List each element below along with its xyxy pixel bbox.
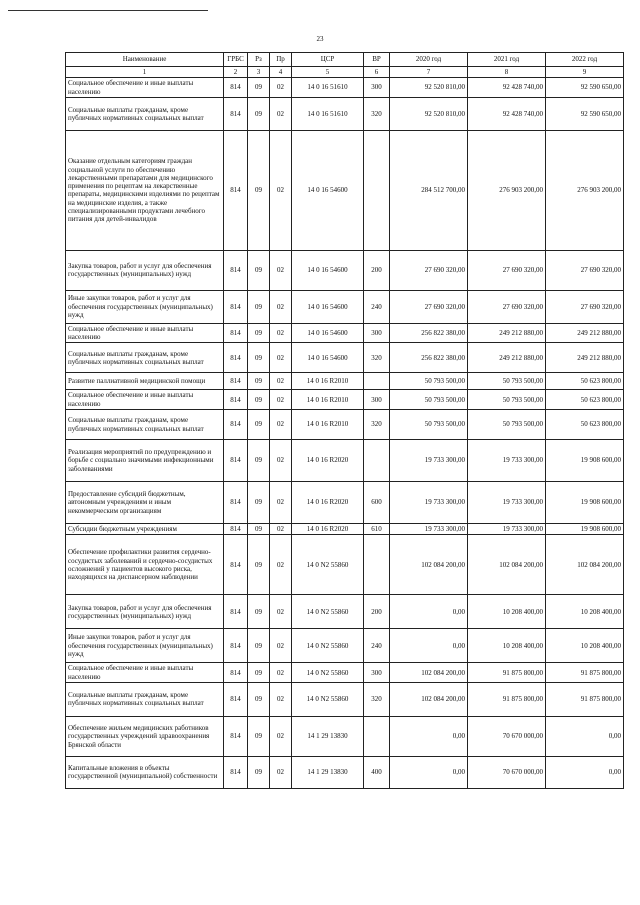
cell-name: Социальные выплаты гражданам, кроме публичных нормативных социальных выплат [66,410,224,440]
cell-vr [364,535,390,595]
cell-y2020: 50 793 500,00 [390,410,468,440]
cell-grbs: 814 [224,716,248,756]
col-header-vr: ВР [364,53,390,67]
cell-y2022: 10 208 400,00 [546,629,624,663]
cell-grbs: 814 [224,130,248,250]
cell-y2022: 19 908 600,00 [546,524,624,535]
cell-y2021: 19 733 300,00 [468,440,546,482]
cell-csr: 14 0 16 R2020 [292,524,364,535]
index-cell: 9 [546,67,624,78]
cell-rz: 09 [248,290,270,323]
cell-y2021: 249 212 880,00 [468,343,546,373]
cell-csr: 14 0 16 54600 [292,290,364,323]
cell-csr: 14 0 N2 55860 [292,595,364,629]
cell-y2022: 276 903 200,00 [546,130,624,250]
table-row [66,440,624,482]
cell-y2022: 91 875 800,00 [546,682,624,716]
cell-name: Социальное обеспечение и иные выплаты населению [66,78,224,98]
table-row [66,343,624,373]
cell-grbs: 814 [224,78,248,98]
cell-vr: 320 [364,682,390,716]
cell-y2021: 27 690 320,00 [468,290,546,323]
cell-y2022: 0,00 [546,716,624,756]
col-header-2020: 2020 год [390,53,468,67]
cell-name: Обеспечение профилактики развития сердечно-сосудистых заболеваний и сердечно-сосудистых осложнений у пациентов высокого риска, находящихся на диспансерном наблюдении [66,535,224,595]
cell-y2020: 102 084 200,00 [390,535,468,595]
table-row [66,410,624,440]
col-header-name: Наименование [66,53,224,67]
cell-y2020: 19 733 300,00 [390,524,468,535]
table-row [66,373,624,390]
table-row [66,535,624,595]
cell-y2020: 0,00 [390,629,468,663]
cell-vr: 300 [364,78,390,98]
table-body [66,78,624,789]
col-header-grbs: ГРБС [224,53,248,67]
cell-y2020: 50 793 500,00 [390,373,468,390]
cell-y2020: 102 084 200,00 [390,663,468,683]
cell-y2022: 19 908 600,00 [546,482,624,524]
col-header-rz: Рз [248,53,270,67]
cell-pr: 02 [270,682,292,716]
cell-y2021: 249 212 880,00 [468,323,546,343]
cell-rz: 09 [248,682,270,716]
cell-pr: 02 [270,756,292,788]
cell-y2022: 10 208 400,00 [546,595,624,629]
cell-name: Социальные выплаты гражданам, кроме публичных нормативных социальных выплат [66,343,224,373]
cell-y2022: 0,00 [546,756,624,788]
cell-y2022: 50 623 800,00 [546,410,624,440]
cell-csr: 14 0 16 54600 [292,323,364,343]
cell-y2020: 0,00 [390,756,468,788]
cell-rz: 09 [248,410,270,440]
cell-y2020: 19 733 300,00 [390,440,468,482]
cell-pr: 02 [270,663,292,683]
col-header-csr: ЦСР [292,53,364,67]
cell-y2020: 256 822 380,00 [390,343,468,373]
cell-csr: 14 1 29 13830 [292,756,364,788]
table-row [66,595,624,629]
cell-rz: 09 [248,482,270,524]
table-row [66,682,624,716]
cell-rz: 09 [248,524,270,535]
cell-pr: 02 [270,250,292,290]
cell-y2020: 92 520 810,00 [390,97,468,130]
cell-grbs: 814 [224,373,248,390]
cell-y2021: 70 670 000,00 [468,756,546,788]
cell-y2021: 70 670 000,00 [468,716,546,756]
cell-vr [364,440,390,482]
table-row [66,250,624,290]
cell-y2021: 19 733 300,00 [468,482,546,524]
page-number: 23 [316,35,324,43]
header-rule [8,10,208,11]
index-cell: 3 [248,67,270,78]
table-row [66,290,624,323]
cell-rz: 09 [248,629,270,663]
cell-csr: 14 0 16 R2010 [292,373,364,390]
cell-rz: 09 [248,343,270,373]
cell-y2020: 50 793 500,00 [390,390,468,410]
cell-name: Капитальные вложения в объекты государственной (муниципальной) собственности [66,756,224,788]
cell-name: Закупка товаров, работ и услуг для обеспечения государственных (муниципальных) нужд [66,595,224,629]
cell-y2021: 102 084 200,00 [468,535,546,595]
cell-csr: 14 0 16 51610 [292,97,364,130]
cell-y2022: 249 212 880,00 [546,323,624,343]
cell-csr: 14 0 16 R2010 [292,390,364,410]
cell-rz: 09 [248,97,270,130]
cell-pr: 02 [270,130,292,250]
cell-vr: 300 [364,663,390,683]
cell-y2021: 91 875 800,00 [468,663,546,683]
table-row [66,756,624,788]
index-cell: 7 [390,67,468,78]
cell-grbs: 814 [224,756,248,788]
cell-y2022: 50 623 800,00 [546,373,624,390]
cell-y2022: 27 690 320,00 [546,290,624,323]
cell-grbs: 814 [224,440,248,482]
cell-pr: 02 [270,97,292,130]
cell-vr: 240 [364,629,390,663]
cell-y2021: 19 733 300,00 [468,524,546,535]
cell-y2020: 27 690 320,00 [390,290,468,323]
index-cell: 2 [224,67,248,78]
cell-name: Обеспечение жильем медицинских работников государственных учреждений здравоохранения Брянской области [66,716,224,756]
cell-pr: 02 [270,323,292,343]
cell-rz: 09 [248,756,270,788]
cell-y2020: 0,00 [390,595,468,629]
table-row [66,629,624,663]
cell-pr: 02 [270,440,292,482]
cell-y2020: 284 512 700,00 [390,130,468,250]
table-row [66,78,624,98]
index-cell: 5 [292,67,364,78]
cell-y2021: 276 903 200,00 [468,130,546,250]
cell-csr: 14 1 29 13830 [292,716,364,756]
cell-rz: 09 [248,716,270,756]
cell-grbs: 814 [224,343,248,373]
table-row [66,323,624,343]
cell-y2020: 256 822 380,00 [390,323,468,343]
cell-pr: 02 [270,535,292,595]
cell-csr: 14 0 N2 55860 [292,682,364,716]
cell-grbs: 814 [224,682,248,716]
cell-name: Социальное обеспечение и иные выплаты населению [66,323,224,343]
cell-y2020: 19 733 300,00 [390,482,468,524]
index-cell: 1 [66,67,224,78]
cell-pr: 02 [270,595,292,629]
cell-y2022: 102 084 200,00 [546,535,624,595]
cell-pr: 02 [270,629,292,663]
cell-csr: 14 0 N2 55860 [292,629,364,663]
cell-y2022: 91 875 800,00 [546,663,624,683]
cell-pr: 02 [270,524,292,535]
cell-grbs: 814 [224,595,248,629]
cell-y2021: 50 793 500,00 [468,373,546,390]
cell-csr: 14 0 16 51610 [292,78,364,98]
cell-csr: 14 0 N2 55860 [292,663,364,683]
cell-grbs: 814 [224,390,248,410]
cell-pr: 02 [270,482,292,524]
cell-name: Предоставление субсидий бюджетным, автономным учреждениям и иным некоммерческим организациям [66,482,224,524]
cell-name: Социальное обеспечение и иные выплаты населению [66,390,224,410]
cell-vr: 200 [364,595,390,629]
cell-pr: 02 [270,373,292,390]
cell-y2020: 102 084 200,00 [390,682,468,716]
cell-grbs: 814 [224,97,248,130]
cell-rz: 09 [248,440,270,482]
cell-vr [364,373,390,390]
cell-pr: 02 [270,78,292,98]
cell-pr: 02 [270,290,292,323]
cell-vr: 320 [364,410,390,440]
cell-rz: 09 [248,663,270,683]
cell-vr: 600 [364,482,390,524]
cell-grbs: 814 [224,250,248,290]
cell-vr: 610 [364,524,390,535]
cell-rz: 09 [248,373,270,390]
cell-pr: 02 [270,343,292,373]
cell-pr: 02 [270,716,292,756]
cell-vr: 320 [364,97,390,130]
index-row [66,67,624,78]
index-cell: 6 [364,67,390,78]
cell-csr: 14 0 16 54600 [292,250,364,290]
cell-name: Оказание отдельным категориям граждан социальной услуги по обеспечению лекарственными препаратами для медицинского применения по рецептам на лекарственные препараты, медицинскими изделиями по рецептам на медицинские изделия, а также специализированными продуктами лечебного питания для детей-инвалидов [66,130,224,250]
col-header-pr: Пр [270,53,292,67]
cell-csr: 14 0 16 R2010 [292,410,364,440]
cell-csr: 14 0 16 R2020 [292,440,364,482]
cell-name: Реализация мероприятий по предупреждению и борьбе с социально значимыми инфекционными заболеваниями [66,440,224,482]
cell-name: Иные закупки товаров, работ и услуг для обеспечения государственных (муниципальных) нужд [66,290,224,323]
cell-y2021: 10 208 400,00 [468,595,546,629]
cell-grbs: 814 [224,629,248,663]
cell-grbs: 814 [224,290,248,323]
cell-rz: 09 [248,78,270,98]
cell-pr: 02 [270,390,292,410]
cell-rz: 09 [248,250,270,290]
cell-y2020: 0,00 [390,716,468,756]
cell-rz: 09 [248,535,270,595]
cell-y2021: 91 875 800,00 [468,682,546,716]
cell-csr: 14 0 16 R2020 [292,482,364,524]
cell-vr: 240 [364,290,390,323]
cell-y2020: 27 690 320,00 [390,250,468,290]
table-row [66,482,624,524]
cell-rz: 09 [248,390,270,410]
cell-vr: 400 [364,756,390,788]
cell-grbs: 814 [224,535,248,595]
cell-vr: 320 [364,343,390,373]
cell-grbs: 814 [224,410,248,440]
cell-y2022: 19 908 600,00 [546,440,624,482]
cell-y2021: 50 793 500,00 [468,390,546,410]
table-row [66,524,624,535]
cell-name: Закупка товаров, работ и услуг для обеспечения государственных (муниципальных) нужд [66,250,224,290]
cell-name: Социальное обеспечение и иные выплаты населению [66,663,224,683]
col-header-2021: 2021 год [468,53,546,67]
cell-vr [364,130,390,250]
cell-csr: 14 0 16 54600 [292,130,364,250]
cell-name: Социальные выплаты гражданам, кроме публичных нормативных социальных выплат [66,682,224,716]
cell-y2021: 92 428 740,00 [468,78,546,98]
cell-vr: 300 [364,390,390,410]
cell-y2021: 10 208 400,00 [468,629,546,663]
cell-rz: 09 [248,323,270,343]
cell-vr: 300 [364,323,390,343]
budget-table [65,52,624,789]
cell-rz: 09 [248,130,270,250]
cell-csr: 14 0 16 54600 [292,343,364,373]
index-cell: 8 [468,67,546,78]
cell-y2020: 92 520 810,00 [390,78,468,98]
cell-name: Субсидии бюджетным учреждениям [66,524,224,535]
cell-grbs: 814 [224,482,248,524]
cell-y2022: 27 690 320,00 [546,250,624,290]
table-row [66,390,624,410]
cell-y2022: 249 212 880,00 [546,343,624,373]
cell-y2021: 27 690 320,00 [468,250,546,290]
cell-grbs: 814 [224,663,248,683]
cell-y2022: 92 590 650,00 [546,78,624,98]
index-cell: 4 [270,67,292,78]
cell-vr: 200 [364,250,390,290]
header-row [66,53,624,67]
cell-name: Развитие паллиативной медицинской помощи [66,373,224,390]
cell-vr [364,716,390,756]
table-row [66,97,624,130]
cell-y2022: 92 590 650,00 [546,97,624,130]
table-row [66,716,624,756]
cell-name: Социальные выплаты гражданам, кроме публичных нормативных социальных выплат [66,97,224,130]
table-row [66,130,624,250]
col-header-2022: 2022 год [546,53,624,67]
table-row [66,663,624,683]
cell-csr: 14 0 N2 55860 [292,535,364,595]
cell-pr: 02 [270,410,292,440]
cell-grbs: 814 [224,323,248,343]
cell-y2021: 92 428 740,00 [468,97,546,130]
cell-y2022: 50 623 800,00 [546,390,624,410]
cell-y2021: 50 793 500,00 [468,410,546,440]
cell-name: Иные закупки товаров, работ и услуг для обеспечения государственных (муниципальных) нужд [66,629,224,663]
cell-grbs: 814 [224,524,248,535]
cell-rz: 09 [248,595,270,629]
